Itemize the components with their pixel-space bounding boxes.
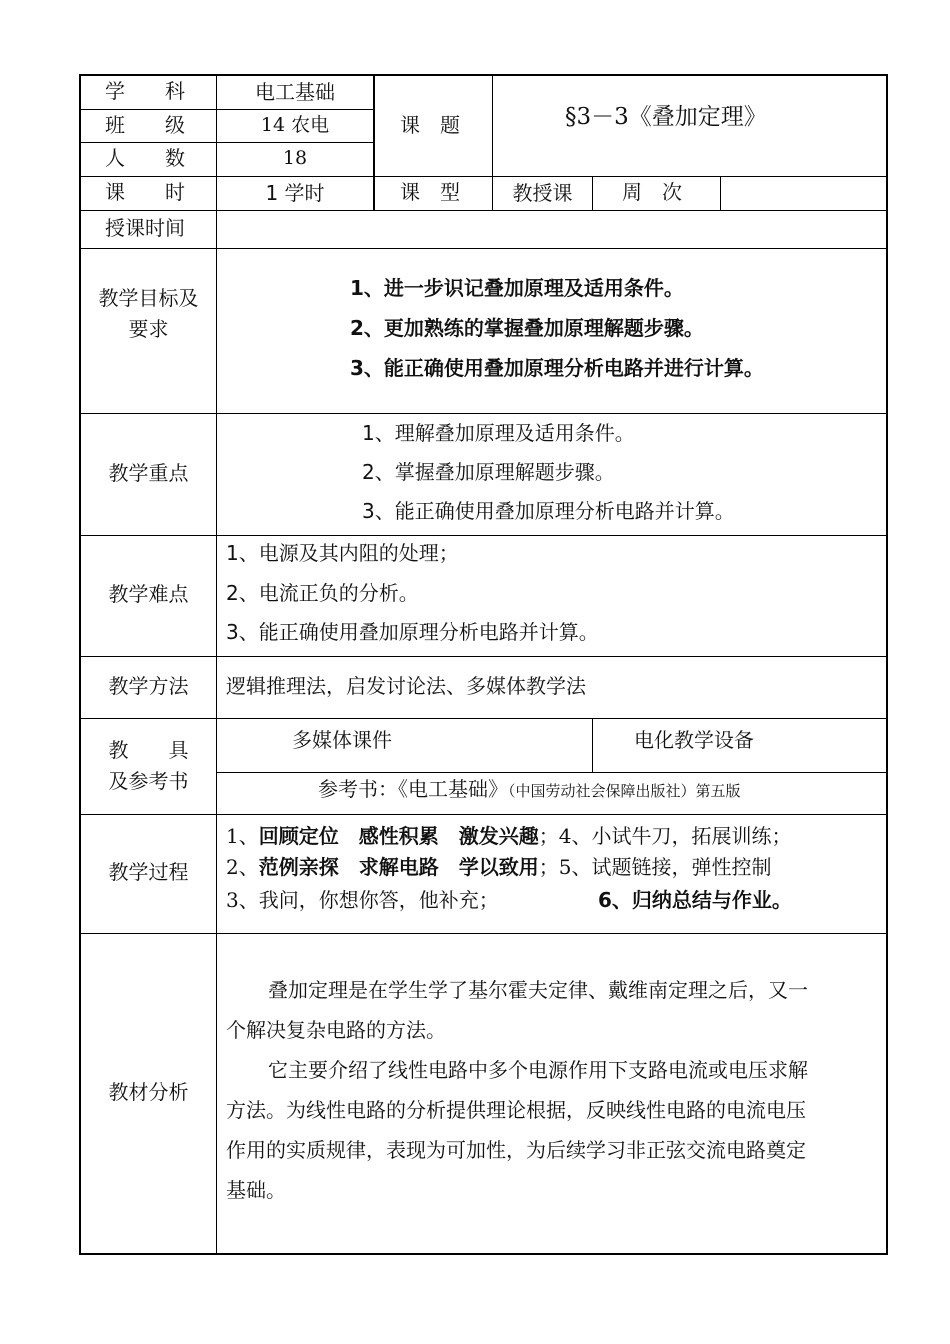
key-point-item: 1、理解叠加原理及适用条件。 <box>362 421 635 445</box>
analysis-line: 叠加定理是在学生学了基尔霍夫定律、戴维南定理之后，又一 <box>268 978 808 1002</box>
subject-value: 电工基础 <box>255 80 335 104</box>
difficulties-label: 教学难点 <box>108 582 189 606</box>
objectives-label-line1: 教学目标及 <box>98 286 199 310</box>
analysis-line: 方法。为线性电路的分析提供理论根据，反映线性电路的电流电压 <box>226 1098 806 1122</box>
difficulty-item: 1、电源及其内阻的处理； <box>226 541 459 565</box>
key-points-label: 教学重点 <box>108 461 189 485</box>
difficulty-item: 2、电流正负的分析。 <box>226 581 419 605</box>
tool-item-courseware: 多媒体课件 <box>292 728 392 752</box>
reference-book-title: 参考书：《电工基础》 <box>318 777 508 801</box>
tools-label-line1: 教 具 <box>108 738 189 762</box>
class-label: 班 级 <box>105 113 185 137</box>
analysis-line: 它主要介绍了线性电路中多个电源作用下支路电流或电压求解 <box>268 1058 808 1082</box>
count-label: 人 数 <box>105 146 185 170</box>
analysis-line: 个解决复杂电路的方法。 <box>226 1018 446 1042</box>
process-row-2: 2、范例亲探 求解电路 学以致用；5、试题链接，弹性控制 <box>226 855 772 879</box>
objective-item: 3、能正确使用叠加原理分析电路并进行计算。 <box>350 356 764 380</box>
topic-label: 课 题 <box>400 113 460 137</box>
objective-item: 1、进一步识记叠加原理及适用条件。 <box>350 276 684 300</box>
tool-item-equipment: 电化教学设备 <box>634 728 754 752</box>
process-row-1: 1、回顾定位 感性积累 激发兴趣；4、小试牛刀，拓展训练； <box>226 824 792 848</box>
analysis-label: 教材分析 <box>108 1080 189 1104</box>
time-label: 授课时间 <box>105 216 185 240</box>
method-value: 逻辑推理法，启发讨论法、多媒体教学法 <box>226 674 586 698</box>
objective-item: 2、更加熟练的掌握叠加原理解题步骤。 <box>350 316 704 340</box>
reference-book <box>318 779 741 799</box>
count-value: 18 <box>282 147 308 169</box>
hours-value: 1 学时 <box>265 181 325 205</box>
tools-label-line2: 及参考书 <box>108 769 189 793</box>
hours-label: 课 时 <box>105 180 185 204</box>
analysis-line: 作用的实质规律，表现为可加性，为后续学习非正弦交流电路奠定 <box>226 1138 806 1162</box>
analysis-line: 基础。 <box>226 1178 286 1202</box>
key-point-item: 2、掌握叠加原理解题步骤。 <box>362 460 615 484</box>
process-label: 教学过程 <box>108 860 189 884</box>
difficulty-item: 3、能正确使用叠加原理分析电路并计算。 <box>226 620 599 644</box>
subject-label: 学 科 <box>105 79 185 103</box>
method-label: 教学方法 <box>108 674 189 698</box>
objectives-label-line2: 要求 <box>128 317 169 341</box>
topic-value: §3－3《叠加定理》 <box>565 104 767 130</box>
class-value: 14 农电 <box>260 114 330 136</box>
type-label: 课 型 <box>400 180 460 204</box>
process-row-3: 3、我问，你想你答，他补充； <box>226 888 499 912</box>
reference-book-publisher: （中国劳动社会保障出版社）第五版 <box>508 782 741 800</box>
process-step-summary: 6、归纳总结与作业。 <box>598 888 792 912</box>
week-label: 周 次 <box>622 180 682 204</box>
process-step-bold: 范例亲探 求解电路 学以致用 <box>258 855 539 879</box>
type-value: 教授课 <box>512 181 573 205</box>
key-point-item: 3、能正确使用叠加原理分析电路并计算。 <box>362 499 735 523</box>
process-step-bold: 回顾定位 感性积累 激发兴趣 <box>258 824 539 848</box>
